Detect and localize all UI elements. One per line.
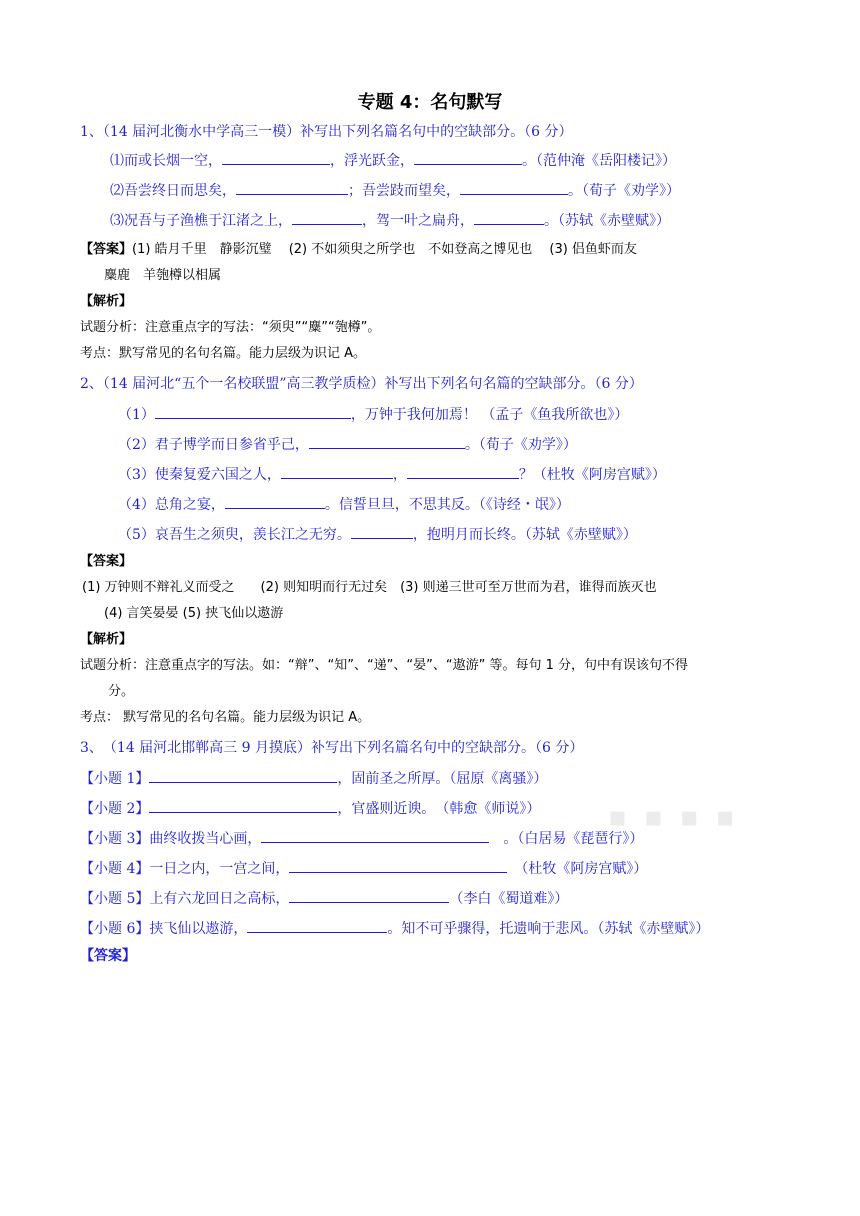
subquestion-tag: 【小题 5】 — [80, 891, 150, 907]
answer-blank — [225, 494, 325, 509]
q1-answer-line-1: (1) 皓月千里 静影沉璧 (2) 不如须臾之所学也 不如登高之博见也 (3) 侣鱼虾而友 — [132, 242, 637, 257]
answer-blank — [149, 798, 337, 813]
q1-item-1-text-b: ，浮光跃金， — [330, 153, 414, 169]
page-title: 专题 4：名句默写 — [357, 92, 503, 113]
q1-item-2-text-a: ⑵吾尝终日而思矣， — [110, 183, 236, 199]
q2-item-2-text-a: （2）君子博学而日参省乎己， — [118, 437, 309, 453]
answer-blank — [155, 404, 351, 419]
q1-answer — [80, 240, 637, 260]
q1-item-3-text-a: ⑶况吾与子渔樵于江渚之上， — [110, 213, 292, 229]
q3-item-3-post: 。（白居易《琵琶行》） — [489, 831, 644, 847]
q1-analysis: 试题分析：注意重点字的写法：“须臾”“麋”“匏樽”。 — [80, 320, 381, 335]
q2-item-3-text-b: ， — [392, 467, 407, 483]
answer-blank — [474, 210, 544, 225]
q3-item-6-pre: 挟飞仙以遨游， — [149, 921, 248, 937]
q1-item-1-text-a: ⑴而或长烟一空， — [110, 153, 222, 169]
q3-item-5-pre: 上有六龙回日之高标， — [149, 891, 290, 907]
q1-analysis-label: 【解析】 — [80, 294, 133, 309]
q1-item-2-text-c: 。（荀子《劝学》） — [568, 183, 680, 199]
q2-item-3-text-a: （3）使秦复爱六国之人， — [118, 467, 281, 483]
q2-item-1-text-a: （1） — [118, 407, 155, 423]
answer-blank — [351, 524, 413, 539]
subquestion-tag: 【小题 2】 — [80, 801, 150, 817]
answer-blank — [289, 858, 507, 873]
q3-answer-label: 【答案】 — [80, 948, 136, 964]
subquestion-tag: 【小题 1】 — [80, 771, 150, 787]
q2-item-3-text-c: ？（杜牧《阿房宫赋》） — [518, 467, 666, 483]
q2-item-3 — [118, 464, 666, 485]
answer-blank — [222, 150, 330, 165]
subquestion-tag: 【小题 4】 — [80, 861, 150, 877]
q2-item-4-text-a: （4）总角之宴， — [118, 497, 225, 513]
q1-item-3-text-b: ，驾一叶之扁舟， — [362, 213, 474, 229]
answer-blank — [309, 434, 465, 449]
q2-item-2 — [118, 434, 577, 455]
q3-item-2-post: ，官盛则近谀。 （韩愈《师说》） — [337, 801, 541, 817]
q3-item-6 — [80, 918, 709, 939]
q3-item-5-post: （李白《蜀道难》） — [449, 891, 569, 907]
q2-analysis-line-2: 分。 — [108, 684, 135, 699]
answer-blank — [281, 464, 393, 479]
answer-blank — [236, 180, 348, 195]
answer-blank — [149, 768, 337, 783]
answer-blank — [292, 210, 362, 225]
q3-item-3 — [80, 828, 643, 849]
answer-blank — [414, 150, 522, 165]
q1-heading: 1、（14 届河北衡水中学高三一模）补写出下列名篇名句中的空缺部分。（6 分） — [80, 124, 573, 140]
q2-item-4-text-b: 。信誓旦旦，不思其反。（《诗经・氓》） — [324, 497, 570, 513]
answer-blank — [460, 180, 568, 195]
subquestion-tag: 【小题 3】 — [80, 831, 150, 847]
q3-item-4-post: （杜牧《阿房宫赋》） — [507, 861, 648, 877]
q3-item-5 — [80, 888, 568, 909]
q2-item-5-text-b: ，抱明月而长终。（苏轼《赤壁赋》） — [412, 527, 637, 543]
q3-item-1 — [80, 768, 547, 789]
q3-item-1-post: ，固前圣之所厚。（屈原《离骚》） — [337, 771, 548, 787]
q3-item-4-pre: 一日之内，一宫之间， — [149, 861, 290, 877]
subquestion-tag: 【小题 6】 — [80, 921, 150, 937]
q1-item-1 — [110, 150, 676, 171]
q1-answer-line-2: 麋鹿 羊匏樽以相属 — [104, 268, 222, 283]
q1-item-2-text-b: ；吾尝跂而望矣， — [348, 183, 460, 199]
q1-point: 考点：默写常见的名句名篇。能力层级为识记 A。 — [80, 346, 367, 361]
q2-answer-line-2: (4) 言笑晏晏 (5) 挟飞仙以遨游 — [104, 606, 284, 621]
q2-item-1 — [118, 404, 628, 425]
answer-blank — [407, 464, 519, 479]
watermark: ▪ ▪ ▪ ▪ — [608, 800, 739, 833]
answer-label: 【答案】 — [80, 242, 133, 257]
q2-item-4 — [118, 494, 570, 515]
q3-item-4 — [80, 858, 647, 879]
answer-blank — [289, 888, 449, 903]
q2-analysis-line-1: 试题分析：注意重点字的写法。如：“辩”、“知”、“递”、“晏”、“遨游” 等。每句 1 分，句中有误该句不得 — [80, 658, 689, 673]
answer-blank — [261, 828, 489, 843]
q2-item-1-text-b: ，万钟于我何加焉！ （孟子《鱼我所欲也》） — [350, 407, 629, 423]
q2-point: 考点： 默写常见的名句名篇。能力层级为识记 A。 — [80, 710, 371, 725]
answer-blank — [247, 918, 387, 933]
q1-item-2 — [110, 180, 680, 201]
q3-item-3-pre: 曲终收拨当心画， — [149, 831, 262, 847]
q2-item-5 — [118, 524, 637, 545]
q2-answer-line-1: (1) 万钟则不辩礼义而受之 (2) 则知明而行无过矣 (3) 则递三世可至万世而为君，谁得而族灭也 — [82, 580, 657, 595]
q2-heading: 2、（14 届河北“五个一名校联盟”高三教学质检）补写出下列名句名篇的空缺部分。（6 分） — [80, 376, 643, 392]
q1-item-3 — [110, 210, 670, 231]
q1-item-1-text-c: 。（范仲淹《岳阳楼记》） — [522, 153, 676, 169]
q2-item-2-text-b: 。（荀子《劝学》） — [464, 437, 577, 453]
q3-heading: 3、 （14 届河北邯郸高三 9 月摸底）补写出下列名篇名句中的空缺部分。（6 分） — [80, 740, 584, 756]
q3-item-2 — [80, 798, 540, 819]
q3-item-6-post: 。知不可乎骤得，托遗响于悲风。（苏轼《赤壁赋》） — [387, 921, 710, 937]
q2-item-5-text-a: （5）哀吾生之须臾，羡长江之无穷。 — [118, 527, 351, 543]
q2-answer-label: 【答案】 — [80, 554, 133, 569]
q1-item-3-text-c: 。（苏轼《赤壁赋》） — [544, 213, 670, 229]
q2-analysis-label: 【解析】 — [80, 632, 133, 647]
